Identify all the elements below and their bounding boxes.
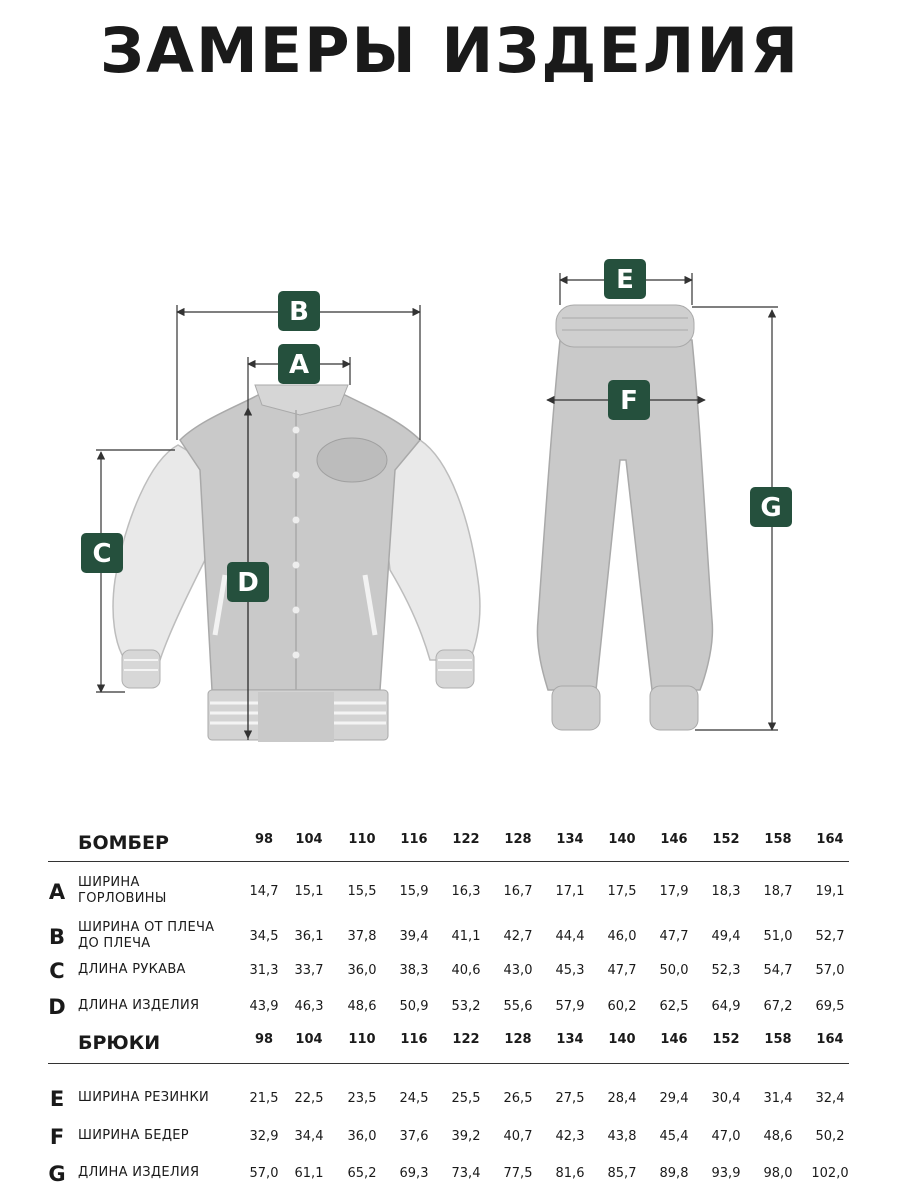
bomber-row-value: 33,7 xyxy=(294,963,324,978)
pants-row-value: 50,2 xyxy=(815,1129,845,1144)
bomber-row-value: 69,5 xyxy=(815,999,845,1014)
bomber-size-header: 116 xyxy=(400,832,428,847)
pants-row-letter: G xyxy=(48,1162,66,1186)
pants-row-value: 45,4 xyxy=(659,1129,689,1144)
svg-text:E: E xyxy=(616,265,634,295)
bomber-row-value: 39,4 xyxy=(399,929,429,944)
bomber-row-value: 47,7 xyxy=(659,929,689,944)
bomber-row-value: 52,7 xyxy=(815,929,845,944)
bomber-row-value: 44,4 xyxy=(555,929,585,944)
bomber-row-value: 18,7 xyxy=(763,884,793,899)
bomber-row-letter: B xyxy=(48,925,65,949)
bomber-size-header: 104 xyxy=(295,832,323,847)
pants-row-value: 57,0 xyxy=(249,1166,279,1181)
pants-row-value: 27,5 xyxy=(555,1091,585,1106)
bomber-size-header: 128 xyxy=(504,832,532,847)
bomber-row-value: 17,1 xyxy=(555,884,585,899)
bomber-size-header: 152 xyxy=(712,832,740,847)
bomber-row-label: ШИРИНА ОТ ПЛЕЧА xyxy=(78,920,215,935)
bomber-row-value: 15,9 xyxy=(399,884,429,899)
bomber-row-value: 51,0 xyxy=(763,929,793,944)
pants-size-header: 152 xyxy=(712,1032,740,1047)
pants-size-header: 110 xyxy=(348,1032,376,1047)
bomber-row-value: 47,7 xyxy=(607,963,637,978)
pants-row-value: 42,3 xyxy=(555,1129,585,1144)
pants-row-value: 22,5 xyxy=(294,1091,324,1106)
bomber-row-value: 15,1 xyxy=(294,884,324,899)
bomber-row-label: ГОРЛОВИНЫ xyxy=(78,891,167,906)
pants-size-header: 140 xyxy=(608,1032,636,1047)
pants-row-value: 32,9 xyxy=(249,1129,279,1144)
bomber-row-value: 40,6 xyxy=(451,963,481,978)
bomber-size-header: 110 xyxy=(348,832,376,847)
bomber-row-value: 60,2 xyxy=(607,999,637,1014)
pants-row-value: 30,4 xyxy=(711,1091,741,1106)
bomber-row-value: 53,2 xyxy=(451,999,481,1014)
pants-row-value: 77,5 xyxy=(503,1166,533,1181)
pants-row-value: 93,9 xyxy=(711,1166,741,1181)
bomber-row-value: 14,7 xyxy=(249,884,279,899)
bomber-row-value: 49,4 xyxy=(711,929,741,944)
bomber-row-value: 46,3 xyxy=(294,999,324,1014)
bomber-size-header: 98 xyxy=(254,832,274,847)
bomber-row-value: 50,0 xyxy=(659,963,689,978)
bomber-size-header: 140 xyxy=(608,832,636,847)
bomber-row-value: 41,1 xyxy=(451,929,481,944)
pants-row-value: 65,2 xyxy=(347,1166,377,1181)
pants-row-value: 21,5 xyxy=(249,1091,279,1106)
pants-row-value: 61,1 xyxy=(294,1166,324,1181)
svg-text:A: A xyxy=(288,350,310,380)
pants-row-label: ШИРИНА БЕДЕР xyxy=(78,1128,189,1143)
pants-size-header: 116 xyxy=(400,1032,428,1047)
bomber-row-label: ДЛИНА РУКАВА xyxy=(78,962,186,977)
bomber-row-value: 52,3 xyxy=(711,963,741,978)
svg-text:G: G xyxy=(760,493,782,523)
bomber-row-value: 15,5 xyxy=(347,884,377,899)
page-title: ЗАМЕРЫ ИЗДЕЛИЯ xyxy=(100,14,800,87)
bomber-row-label: ДО ПЛЕЧА xyxy=(78,936,151,951)
pants-row-value: 85,7 xyxy=(607,1166,637,1181)
pants-row-value: 36,0 xyxy=(347,1129,377,1144)
pants-row-value: 37,6 xyxy=(399,1129,429,1144)
bomber-row-value: 36,0 xyxy=(347,963,377,978)
pants-row-value: 48,6 xyxy=(763,1129,793,1144)
pants-size-header: 128 xyxy=(504,1032,532,1047)
pants-row-value: 31,4 xyxy=(763,1091,793,1106)
pants-size-header: 134 xyxy=(556,1032,584,1047)
pants-row-value: 98,0 xyxy=(763,1166,793,1181)
pants-row-value: 69,3 xyxy=(399,1166,429,1181)
bomber-size-header: 122 xyxy=(452,832,480,847)
pants-size-header: 104 xyxy=(295,1032,323,1047)
pants-row-value: 81,6 xyxy=(555,1166,585,1181)
pants-row-value: 23,5 xyxy=(347,1091,377,1106)
pants-row-value: 24,5 xyxy=(399,1091,429,1106)
pants-divider xyxy=(48,1063,849,1064)
bomber-divider xyxy=(48,861,849,862)
svg-text:F: F xyxy=(620,386,638,416)
pants-row-value: 102,0 xyxy=(811,1166,849,1181)
pants-row-value: 40,7 xyxy=(503,1129,533,1144)
bomber-row-value: 36,1 xyxy=(294,929,324,944)
pants-row-value: 28,4 xyxy=(607,1091,637,1106)
bomber-size-header: 134 xyxy=(556,832,584,847)
bomber-row-value: 16,7 xyxy=(503,884,533,899)
pants-row-value: 29,4 xyxy=(659,1091,689,1106)
bomber-size-header: 158 xyxy=(764,832,792,847)
svg-text:B: B xyxy=(289,297,309,327)
bomber-row-value: 55,6 xyxy=(503,999,533,1014)
pants-size-header: 164 xyxy=(816,1032,844,1047)
bomber-row-value: 17,9 xyxy=(659,884,689,899)
bomber-row-value: 42,7 xyxy=(503,929,533,944)
pants-row-letter: E xyxy=(49,1087,65,1111)
pants-row-value: 32,4 xyxy=(815,1091,845,1106)
pants-row-label: ШИРИНА РЕЗИНКИ xyxy=(78,1090,210,1105)
bomber-row-value: 38,3 xyxy=(399,963,429,978)
pants-row-value: 26,5 xyxy=(503,1091,533,1106)
bomber-row-value: 31,3 xyxy=(249,963,279,978)
pants-row-letter: F xyxy=(49,1125,65,1149)
bomber-size-header: 146 xyxy=(660,832,688,847)
pants-size-header: 158 xyxy=(764,1032,792,1047)
bomber-row-letter: D xyxy=(48,995,66,1019)
svg-text:C: C xyxy=(92,539,112,569)
bomber-row-value: 57,9 xyxy=(555,999,585,1014)
bomber-size-header: 164 xyxy=(816,832,844,847)
pants-size-header: 98 xyxy=(254,1032,274,1047)
bomber-heading: БОМБЕР xyxy=(78,832,169,854)
bomber-row-label: ШИРИНА xyxy=(78,875,140,890)
bomber-row-value: 62,5 xyxy=(659,999,689,1014)
bomber-row-value: 19,1 xyxy=(815,884,845,899)
pants-size-header: 122 xyxy=(452,1032,480,1047)
bomber-row-value: 46,0 xyxy=(607,929,637,944)
pants-row-value: 43,8 xyxy=(607,1129,637,1144)
pants-row-value: 34,4 xyxy=(294,1129,324,1144)
bomber-row-value: 34,5 xyxy=(249,929,279,944)
bomber-row-value: 67,2 xyxy=(763,999,793,1014)
pants-row-value: 25,5 xyxy=(451,1091,481,1106)
bomber-row-value: 43,9 xyxy=(249,999,279,1014)
bomber-row-label: ДЛИНА ИЗДЕЛИЯ xyxy=(78,998,200,1013)
bomber-row-value: 37,8 xyxy=(347,929,377,944)
svg-text:D: D xyxy=(237,568,259,598)
bomber-row-value: 57,0 xyxy=(815,963,845,978)
bomber-row-letter: A xyxy=(48,880,66,904)
bomber-row-value: 16,3 xyxy=(451,884,481,899)
bomber-row-value: 48,6 xyxy=(347,999,377,1014)
bomber-row-value: 45,3 xyxy=(555,963,585,978)
bomber-row-value: 50,9 xyxy=(399,999,429,1014)
pants-row-label: ДЛИНА ИЗДЕЛИЯ xyxy=(78,1165,200,1180)
pants-row-value: 73,4 xyxy=(451,1166,481,1181)
bomber-row-value: 54,7 xyxy=(763,963,793,978)
pants-row-value: 47,0 xyxy=(711,1129,741,1144)
pants-size-header: 146 xyxy=(660,1032,688,1047)
bomber-row-value: 64,9 xyxy=(711,999,741,1014)
bomber-row-value: 43,0 xyxy=(503,963,533,978)
pants-row-value: 89,8 xyxy=(659,1166,689,1181)
bomber-row-value: 17,5 xyxy=(607,884,637,899)
pants-row-value: 39,2 xyxy=(451,1129,481,1144)
bomber-row-value: 18,3 xyxy=(711,884,741,899)
bomber-row-letter: C xyxy=(49,959,65,983)
pants-heading: БРЮКИ xyxy=(78,1032,161,1054)
